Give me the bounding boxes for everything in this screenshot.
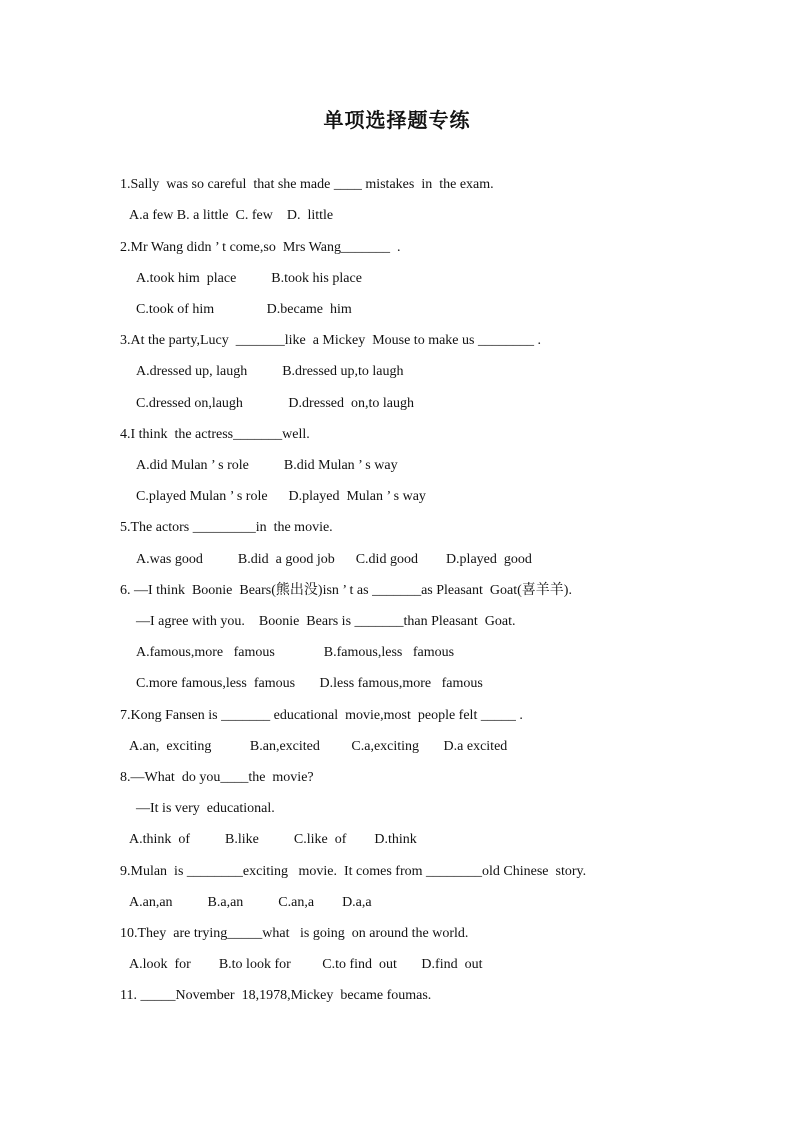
question-2-options-row-1: A.took him place B.took his place [136,271,362,286]
question-4-options-row-2: C.played Mulan ’ s role D.played Mulan ’ s way [136,489,426,504]
question-8-options: A.think of B.like C.like of D.think [129,832,417,847]
question-6-dialogue: —I agree with you. Boonie Bears is _______than Pleasant Goat. [136,614,516,629]
question-7-options: A.an, exciting B.an,excited C.a,exciting D.a excited [129,739,508,754]
question-2-options-row-2: C.took of him D.became him [136,302,352,317]
question-3-options-row-2: C.dressed on,laugh D.dressed on,to laugh [136,396,415,411]
question-4: 4.I think the actress_______well. [120,427,310,442]
question-5: 5.The actors _________in the movie. [120,520,333,535]
question-1-options: A.a few B. a little C. few D. little [129,208,334,223]
question-6: 6. —I think Boonie Bears(熊出没)isn ’ t as _______as Pleasant Goat(喜羊羊). [120,583,572,598]
question-10: 10.They are trying_____what is going on around the world. [120,926,469,941]
question-3-options-row-1: A.dressed up, laugh B.dressed up,to laugh [136,364,404,379]
question-8-dialogue: —It is very educational. [136,801,275,816]
question-5-options: A.was good B.did a good job C.did good D.played good [136,552,532,567]
question-8: 8.—What do you____the movie? [120,770,314,785]
question-1: 1.Sally was so careful that she made ____ mistakes in the exam. [120,177,494,192]
question-7: 7.Kong Fansen is _______ educational movie,most people felt _____ . [120,708,523,723]
question-6-options-row-2: C.more famous,less famous D.less famous,more famous [136,676,483,691]
question-4-options-row-1: A.did Mulan ’ s role B.did Mulan ’ s way [136,458,398,473]
question-2: 2.Mr Wang didn ’ t come,so Mrs Wang_______ . [120,240,401,255]
page-title: 单项选择题专练 [323,110,471,132]
question-3: 3.At the party,Lucy _______like a Mickey Mouse to make us ________ . [120,333,541,348]
question-9: 9.Mulan is ________exciting movie. It comes from ________old Chinese story. [120,864,587,879]
question-9-options: A.an,an B.a,an C.an,a D.a,a [129,895,372,910]
question-11: 11. _____November 18,1978,Mickey became foumas. [120,988,432,1003]
question-6-options-row-1: A.famous,more famous B.famous,less famous [136,645,455,660]
question-10-options: A.look for B.to look for C.to find out D.find out [129,957,483,972]
